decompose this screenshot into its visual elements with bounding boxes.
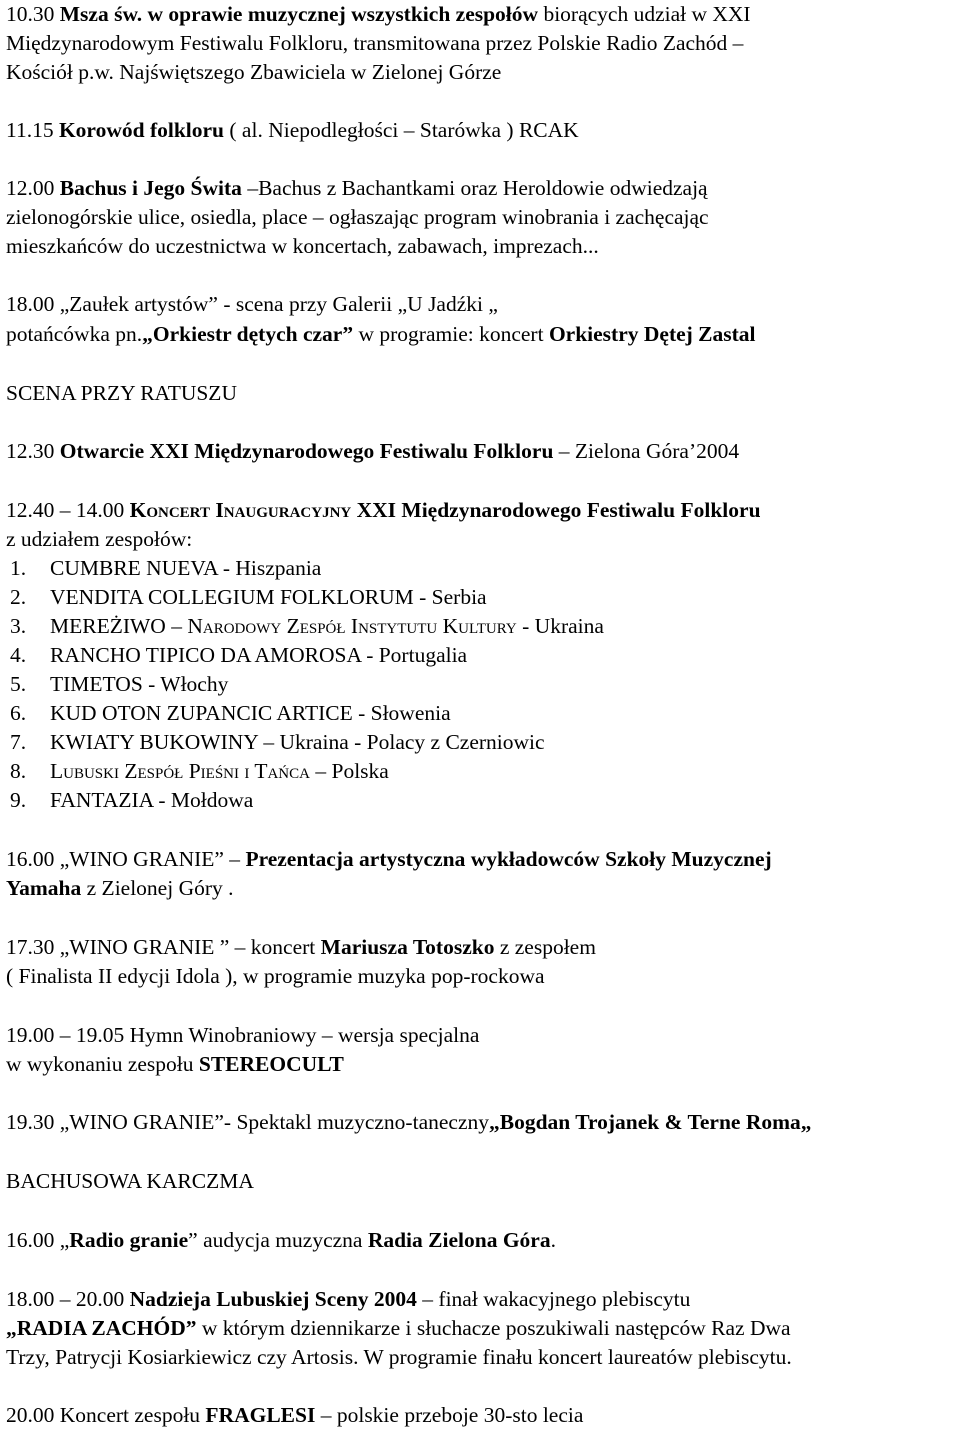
mass-line-3: Kościół p.w. Najświętszego Zbawiciela w Zielonej Górze: [6, 60, 502, 84]
hymn-line-2: w wykonaniu zespołu STEREOCULT: [6, 1052, 344, 1076]
concert-line-2: z udziałem zespołów:: [6, 527, 193, 551]
spektakl-line: 19.30 „WINO GRANIE”- Spektakl muzyczno-taneczny„Bogdan Trojanek & Terne Roma„: [6, 1110, 812, 1134]
concert-line-1: 12.40 – 14.00 Koncert Inauguracyjny XXI Międzynarodowego Festiwalu Folkloru: [6, 498, 761, 522]
mass-line-1: 10.30 Msza św. w oprawie muzycznej wszystkich zespołów biorących udział w XXI: [6, 2, 751, 26]
mass-line-2: Międzynarodowym Festiwalu Folkloru, transmitowana przez Polskie Radio Zachód –: [6, 31, 744, 55]
yamaha-line-1: 16.00 „WINO GRANIE” – Prezentacja artystyczna wykładowców Szkoły Muzycznej: [6, 847, 772, 871]
hymn-line-1: 19.00 – 19.05 Hymn Winobraniowy – wersja specjalna: [6, 1023, 480, 1047]
bachus-line-1: 12.00 Bachus i Jego Świta –Bachus z Bachantkami oraz Heroldowie odwiedzają: [6, 176, 708, 200]
parade-line: 11.15 Korowód folkloru ( al. Niepodległości – Starówka ) RCAK: [6, 118, 579, 142]
section-heading-scena: SCENA PRZY RATUSZU: [6, 381, 237, 405]
opening-line: 12.30 Otwarcie XXI Międzynarodowego Festiwalu Folkloru – Zielona Góra’2004: [6, 439, 740, 463]
zaulek-line-2: potańcówka pn.„Orkiestr dętych czar” w programie: koncert Orkiestry Dętej Zastal: [6, 322, 756, 346]
totoszko-line-1: 17.30 „WINO GRANIE ” – koncert Mariusza Totoszko z zespołem: [6, 935, 596, 959]
yamaha-line-2: Yamaha z Zielonej Góry .: [6, 876, 234, 900]
radio-line: 16.00 „Radio granie” audycja muzyczna Radia Zielona Góra.: [6, 1228, 556, 1252]
section-heading-karczma: BACHUSOWA KARCZMA: [6, 1169, 254, 1193]
totoszko-line-2: ( Finalista II edycji Idola ), w programie muzyka pop-rockowa: [6, 964, 545, 988]
fraglesi-line: 20.00 Koncert zespołu FRAGLESI – polskie przeboje 30-sto lecia: [6, 1403, 584, 1427]
bachus-line-3: mieszkańców do uczestnictwa w koncertach, zabawach, imprezach...: [6, 234, 599, 258]
final-line-1: 18.00 – 20.00 Nadzieja Lubuskiej Sceny 2004 – finał wakacyjnego plebiscytu: [6, 1287, 691, 1311]
document-page: 10.30 Msza św. w oprawie muzycznej wszystkich zespołów biorących udział w XXI Międzynarodowym Festiwalu Folkloru, transmitowana przez Polskie Radio Zachód – Kościół p.w. Najświętszego Zbawiciela w Zielonej Górze 11.15 Korowód folkloru ( al. Niepodległości – Starówka ) RCAK 12.00 Bachus i Jego Świta –Bachus z Bachantkami oraz Heroldowie odwiedzają zielonogórskie ulice, osiedla, place – ogłaszając program winobrania i zachęcając mieszkańców do uczestnictwa w koncertach, zabawach, imprezach... 18.00 „Zaułek artystów” - scena przy Galerii „U Jadźki „ potańcówka pn.„Orkiestr dętych czar” w programie: koncert Orkiestry Dętej Zastal SCENA PRZY RATUSZU 12.30 Otwarcie XXI Międzynarodowego Festiwalu Folkloru – Zielona Góra’2004 12.40 – 14.00 Koncert Inauguracyjny XXI Międzynarodowego Festiwalu Folkloru z udziałem zespołów: 1. CUMBRE NUEVA - Hiszpania 2. VENDITA COLLEGIUM FOLKLORUM - Serbia 3. MEREŻIWO – Narodowy Zespół Instytutu Kultury - Ukraina 4. RANCHO TIPICO DA AMOROSA - Portugalia 5. TIMETOS - Włochy 6. KUD OTON ZUPANCIC ARTICE - Słowenia 7. KWIATY BUKOWINY – Ukraina - Polacy z Czerniowic 8. Lubuski Zespół Pieśni i Tańca – Polska 9. FANTAZIA - Mołdowa 16.00 „WINO GRANIE” – Prezentacja artystyczna wykładowców Szkoły Muzycznej Yamaha z Zielonej Góry . 17.30 „WINO GRANIE ” – koncert Mariusza Totoszko z zespołem ( Finalista II edycji Idola ), w programie muzyka pop-rockowa 19.00 – 19.05 Hymn Winobraniowy – wersja specjalna w wykonaniu zespołu STEREOCULT 19.30 „WINO GRANIE”- Spektakl muzyczno-taneczny„Bogdan Trojanek & Terne Roma„ BACHUSOWA KARCZMA 16.00 „Radio granie” audycja muzyczna Radia Zielona Góra. 18.00 – 20.00 Nadzieja Lubuskiej Sceny 2004 – finał wakacyjnego plebiscytu „RADIA ZACHÓD” w którym dziennikarze i słuchacze poszukiwali następców Raz Dwa Trzy, Patrycji Kosiarkiewicz czy Artosis. W programie finału koncert laureatów plebiscytu. 20.00 Koncert zespołu FRAGLESI – polskie przeboje 30-sto lecia: [0, 0, 960, 1432]
final-line-3: Trzy, Patrycji Kosiarkiewicz czy Artosis. W programie finału koncert laureatów plebiscytu.: [6, 1345, 792, 1369]
bachus-line-2: zielonogórskie ulice, osiedla, place – ogłaszając program winobrania i zachęcając: [6, 205, 709, 229]
zaulek-line-1: 18.00 „Zaułek artystów” - scena przy Galerii „U Jadźki „: [6, 292, 498, 316]
final-line-2: „RADIA ZACHÓD” w którym dziennikarze i słuchacze poszukiwali następców Raz Dwa: [6, 1316, 791, 1340]
